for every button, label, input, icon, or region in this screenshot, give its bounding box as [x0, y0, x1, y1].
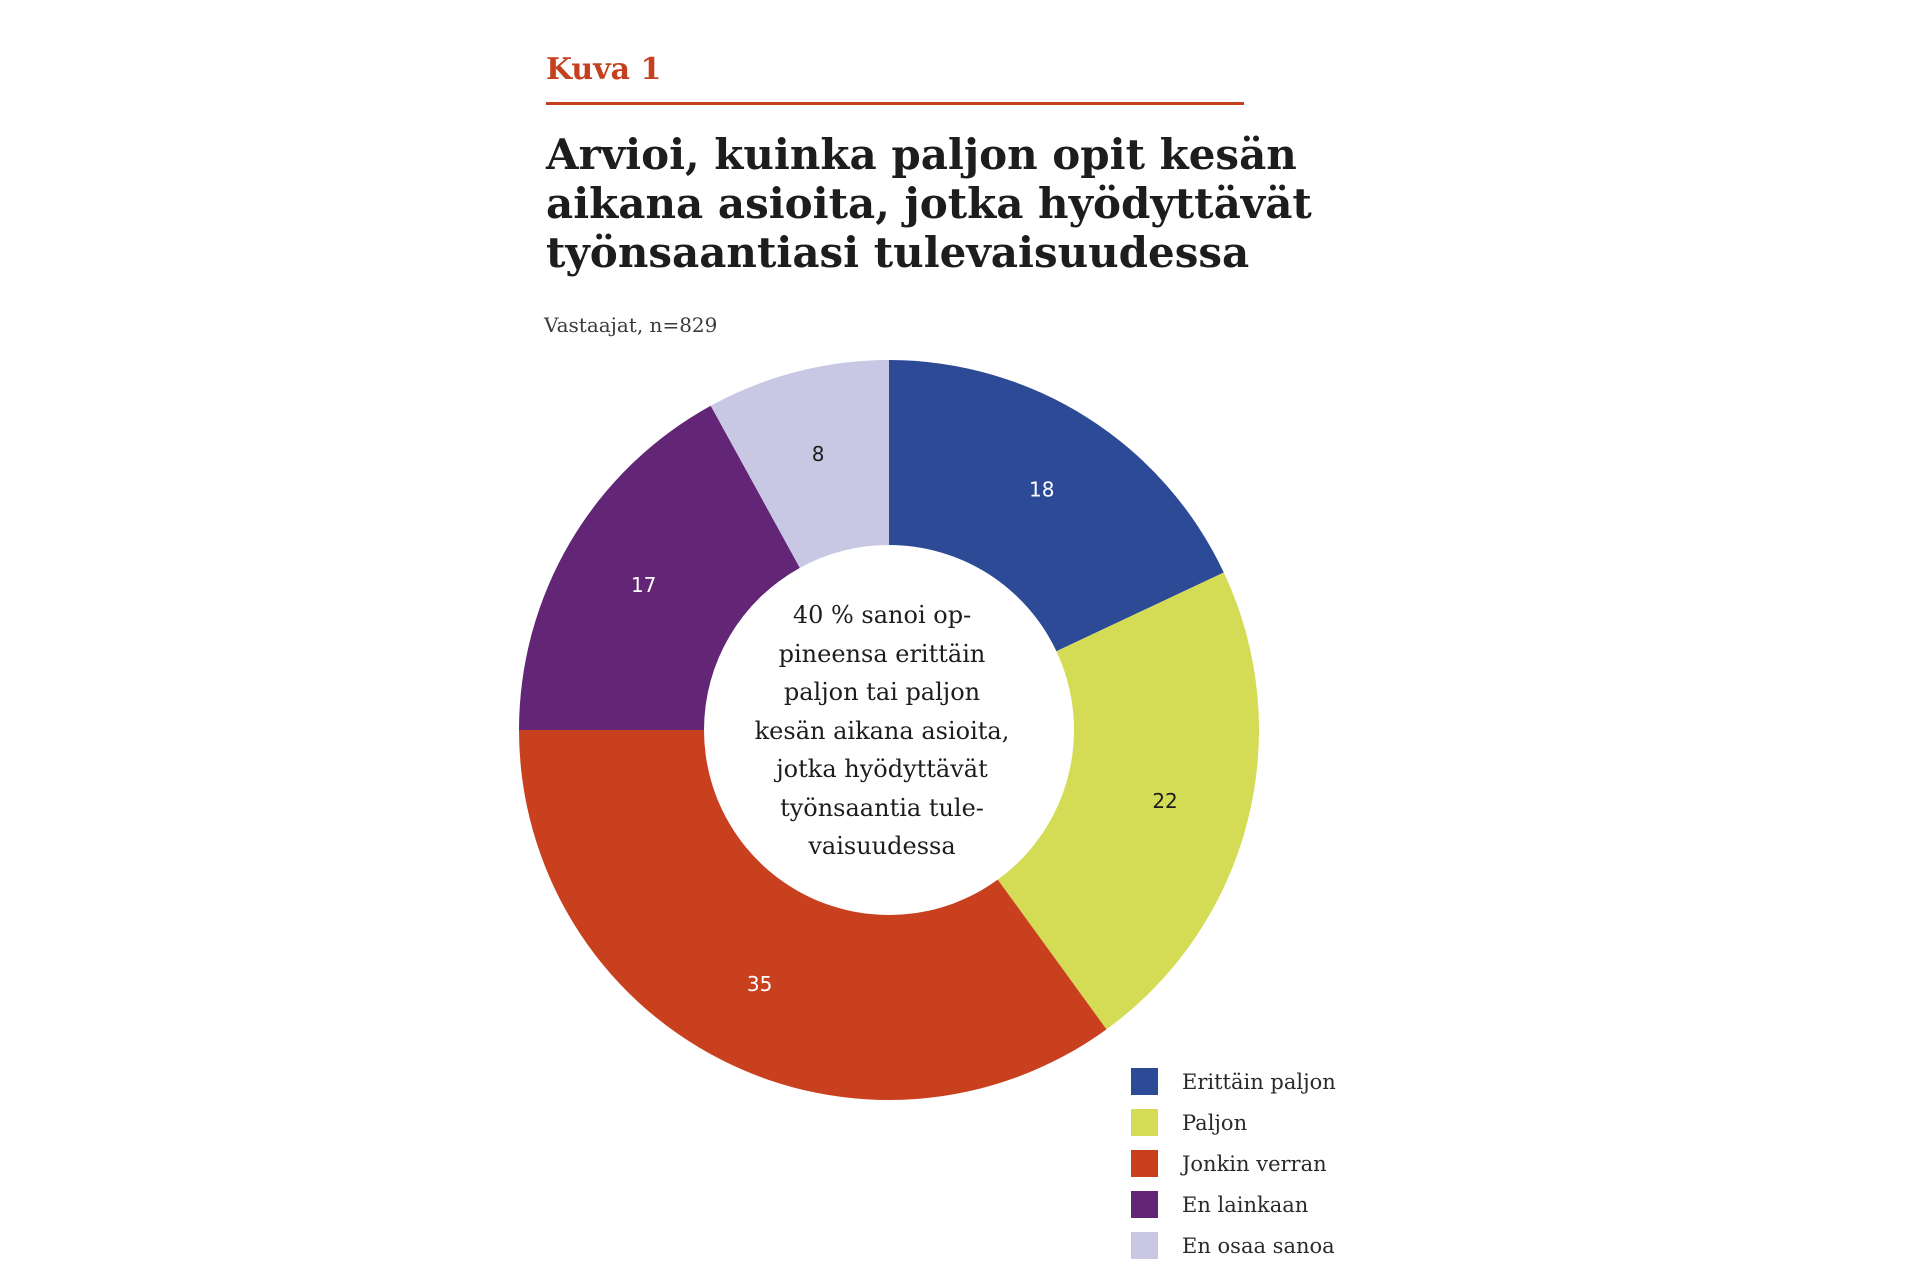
- slice-value-label: 35: [746, 971, 773, 996]
- legend-swatch: [1131, 1232, 1158, 1259]
- center-text-line: paljon tai paljon: [783, 678, 981, 706]
- chart-title-line: Arvioi, kuinka paljon opit kesän: [546, 130, 1297, 179]
- respondents-note: Vastaajat, n=829: [544, 313, 718, 337]
- legend-swatch: [1131, 1068, 1158, 1095]
- donut-center-text: [702, 596, 1062, 866]
- legend-swatch: [1131, 1109, 1158, 1136]
- slice-value-label: 8: [811, 441, 825, 466]
- chart-legend: [1131, 1061, 1336, 1266]
- slice-value-label: 22: [1152, 788, 1178, 813]
- figure-kicker: Kuva 1: [546, 52, 662, 87]
- legend-item: [1131, 1102, 1336, 1143]
- chart-title-line: työnsaantiasi tulevaisuudessa: [546, 228, 1250, 277]
- legend-label: Jonkin verran: [1182, 1151, 1327, 1176]
- legend-item: [1131, 1061, 1336, 1102]
- legend-label: En lainkaan: [1182, 1192, 1309, 1217]
- center-text-line: vaisuudessa: [808, 832, 956, 860]
- legend-item: [1131, 1143, 1336, 1184]
- slice-value-label: 18: [1028, 477, 1055, 502]
- legend-label: Erittäin paljon: [1182, 1069, 1336, 1094]
- legend-swatch: [1131, 1150, 1158, 1177]
- slice-value-label: 17: [630, 572, 657, 597]
- legend-swatch: [1131, 1191, 1158, 1218]
- legend-item: [1131, 1225, 1336, 1266]
- center-text-line: kesän aikana asioita,: [754, 716, 1010, 745]
- legend-label: En osaa sanoa: [1182, 1233, 1335, 1258]
- center-text-line: työnsaantia tule-: [780, 793, 984, 822]
- center-text-line: 40 % sanoi op-: [792, 601, 972, 629]
- center-text-line: jotka hyödyttävät: [776, 755, 988, 783]
- center-text-line: pineensa erittäin: [778, 639, 986, 668]
- chart-title-line: aikana asioita, jotka hyödyttävät: [546, 179, 1312, 228]
- legend-item: [1131, 1184, 1336, 1225]
- legend-label: Paljon: [1182, 1110, 1248, 1135]
